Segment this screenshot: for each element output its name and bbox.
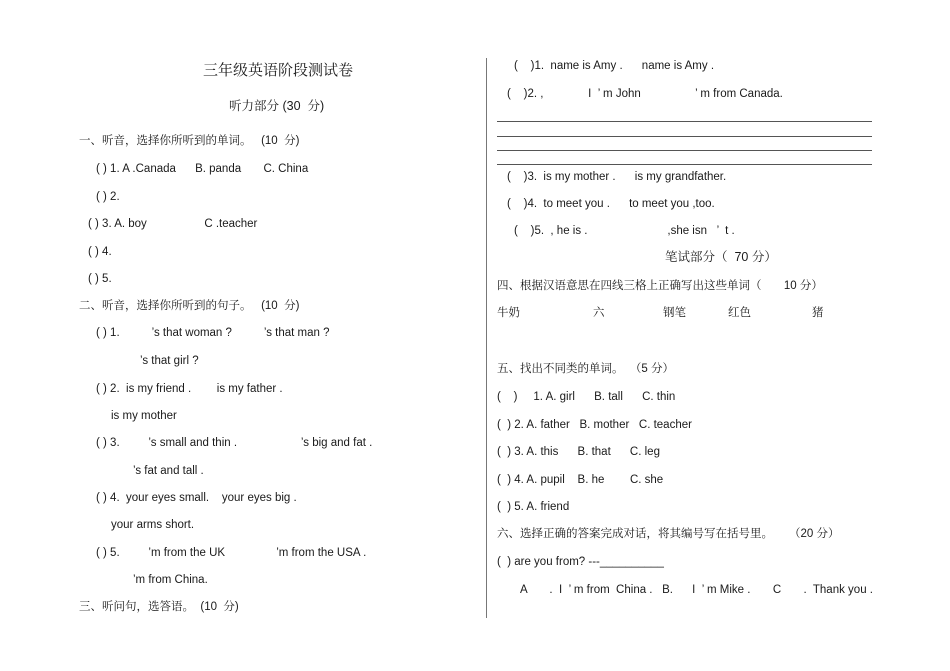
s4-word-pig: 猪 — [812, 307, 824, 319]
s2-question-1: ( ) 1. ’s that woman ? ’s that man ? — [96, 327, 330, 339]
s3-question-4: ( )4. to meet you . to meet you ,too. — [507, 198, 715, 210]
s4-word-red: 红色 — [728, 307, 751, 319]
listening-section-header: 听力部分 (30 分) — [229, 99, 325, 113]
s3-question-3: ( )3. is my mother . is my grandfather. — [507, 171, 727, 183]
s2-question-3: ( ) 3. ’s small and thin . ’s big and fat . — [96, 437, 373, 449]
s2-question-4: ( ) 4. your eyes small. your eyes big . — [96, 492, 297, 504]
s5-question-4: ( ) 4. A. pupil B. he C. she — [497, 474, 664, 486]
s4-word-pen: 钢笔 — [663, 307, 686, 319]
s2-question-1-cont: ’s that girl ? — [140, 355, 199, 367]
writing-line-4 — [497, 164, 872, 165]
s3-question-2: ( )2. , I ’ m John ’ m from Canada. — [507, 88, 783, 100]
writing-line-3 — [497, 150, 872, 151]
s2-question-5-cont: ’m from China. — [133, 574, 208, 586]
s2-question-2-cont: is my mother — [111, 410, 177, 422]
s1-question-1: ( ) 1. A .Canada B. panda C. China — [96, 163, 309, 175]
section-1-header: 一、听音，选择你所听到的单词。 (10 分) — [79, 135, 300, 147]
s1-question-5: ( ) 5. — [88, 273, 112, 285]
s4-word-six: 六 — [593, 307, 605, 319]
section-4-header: 四、根据汉语意思在四线三格上正确写出这些单词（ 10 分） — [497, 280, 823, 292]
s1-question-2: ( ) 2. — [96, 191, 120, 203]
s5-question-2: ( ) 2. A. father B. mother C. teacher — [497, 419, 692, 431]
s2-question-2: ( ) 2. is my friend . is my father . — [96, 383, 283, 395]
s1-question-3: ( ) 3. A. boy C .teacher — [88, 218, 258, 230]
writing-line-1 — [497, 121, 872, 122]
s6-question-1: ( ) are you from? ---__________ — [497, 556, 664, 568]
column-divider — [486, 58, 487, 618]
section-2-header: 二、听音，选择你所听到的句子。 (10 分) — [79, 300, 300, 312]
s4-word-milk: 牛奶 — [497, 307, 520, 319]
written-section-header: 笔试部分（ 70 分） — [665, 250, 777, 264]
section-5-header: 五、找出不同类的单词。 （5 分） — [497, 363, 674, 375]
s2-question-3-cont: ’s fat and tall . — [133, 465, 204, 477]
writing-line-2 — [497, 136, 872, 137]
section-3-header: 三、听问句，选答语。 (10 分) — [79, 601, 239, 613]
s5-question-1: ( ) 1. A. girl B. tall C. thin — [497, 391, 676, 403]
section-6-header: 六、选择正确的答案完成对话，将其编号写在括号里。 （20 分） — [497, 528, 840, 540]
s5-question-3: ( ) 3. A. this B. that C. leg — [497, 446, 660, 458]
s2-question-4-cont: your arms short. — [111, 519, 195, 531]
s2-question-5: ( ) 5. ’m from the UK ’m from the USA . — [96, 547, 367, 559]
s5-question-5: ( ) 5. A. friend — [497, 501, 570, 513]
s1-question-4: ( ) 4. — [88, 246, 112, 258]
s3-question-5: ( )5. , he is . ,she isn ’ t . — [514, 225, 735, 237]
s6-answer-options: A . I ’ m from China . B. I ’ m Mike . C . Thank you . — [520, 584, 873, 596]
exam-title: 三年级英语阶段测试卷 — [203, 62, 354, 79]
s3-question-1: ( )1. name is Amy . name is Amy . — [514, 60, 715, 72]
